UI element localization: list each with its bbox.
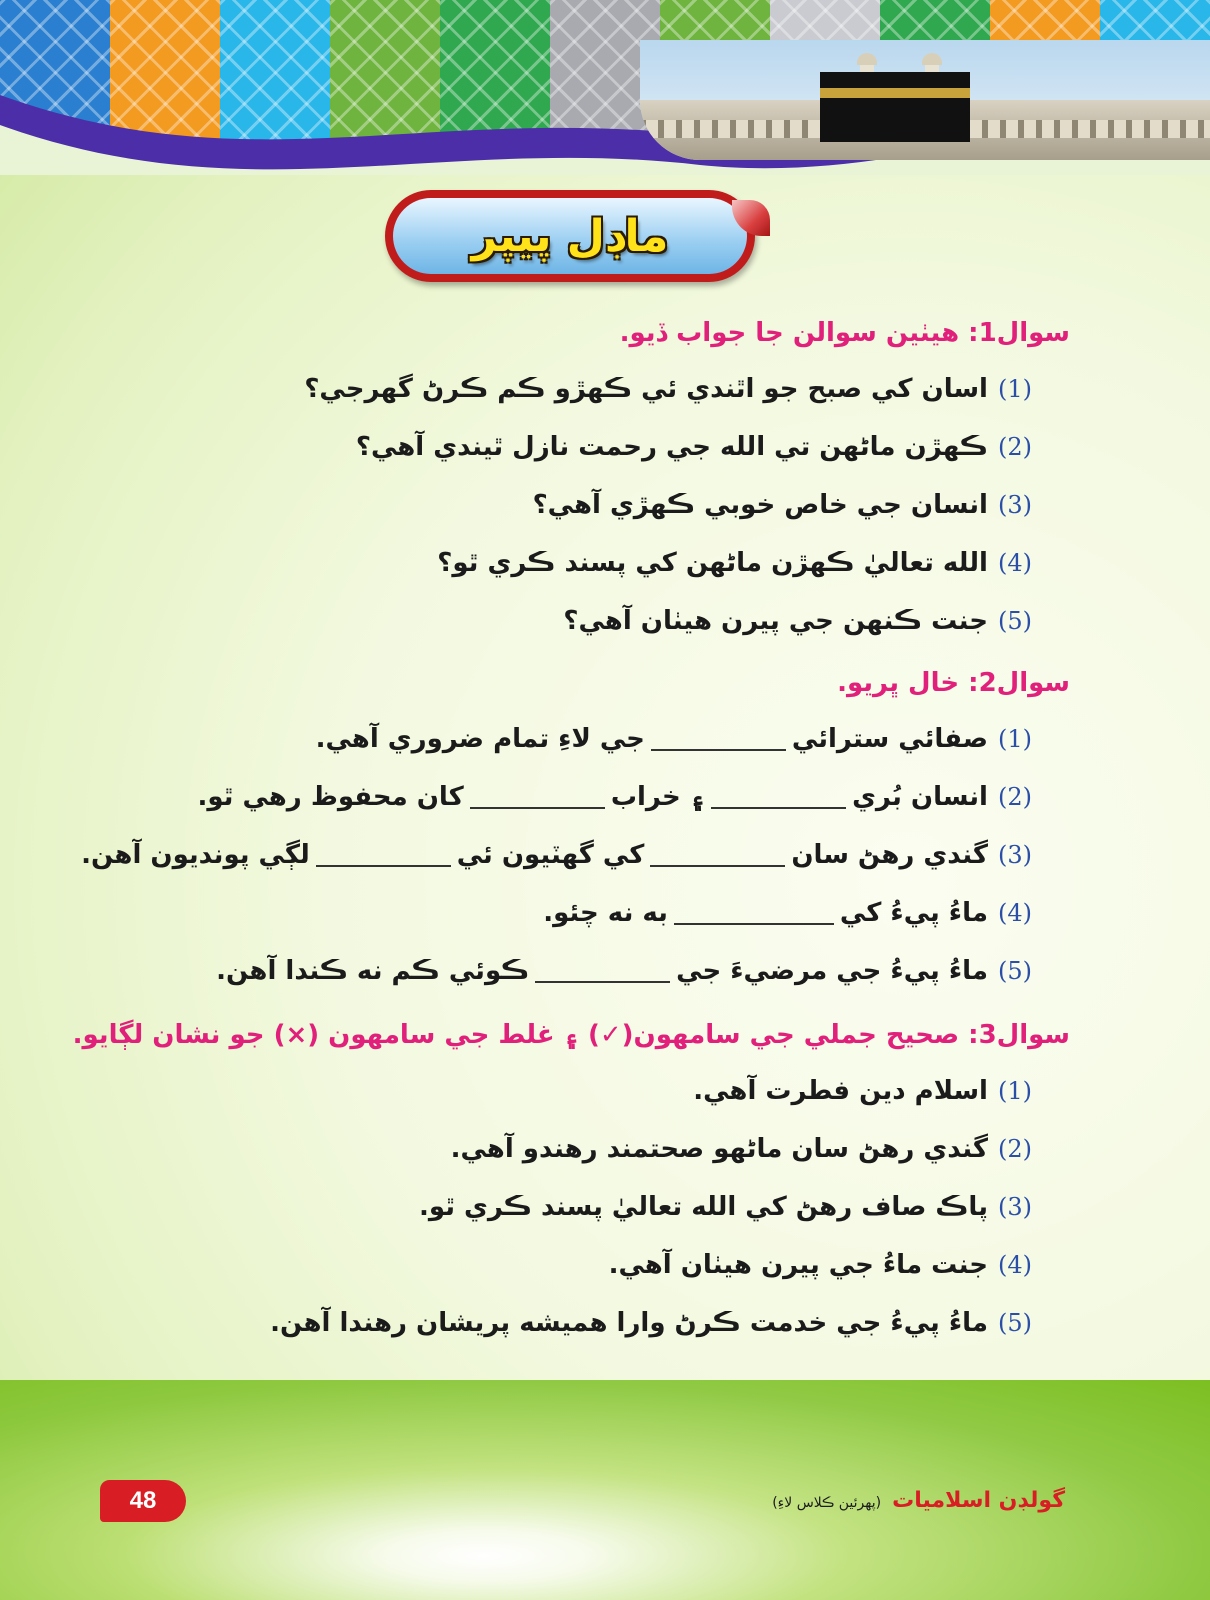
page-title: ماڊل پيپر [471, 210, 669, 262]
section3-item: (4)جنت ماءُ جي پيرن هيٺان آهي. [608, 1250, 1032, 1280]
blank-line[interactable] [535, 961, 670, 983]
section1-heading: سوال1: هيٺين سوالن جا جواب ڏيو. [619, 318, 1070, 348]
section1-item: (3)انسان جي خاص خوبي ڪهڙي آهي؟ [532, 490, 1032, 520]
section2-item: (3)گندي رهڻ سانکي گهٽيون ئيلڳي پونديون آهن. [81, 840, 1032, 870]
blank-line[interactable] [711, 787, 846, 809]
blank-line[interactable] [651, 729, 786, 751]
section2-item: (4)ماءُ پيءُ کيبه نه چئو. [543, 898, 1032, 928]
book-title-main: گولڊن اسلاميات [892, 1488, 1065, 1513]
section3-heading: سوال3: صحيح جملي جي سامهون(✓) ۽ غلط جي سامهون (×) جو نشان لڳايو. [72, 1020, 1070, 1050]
section3-item: (2)گندي رهڻ سان ماڻهو صحتمند رهندو آهي. [450, 1134, 1032, 1164]
book-title [772, 1488, 1065, 1513]
kaaba-icon [820, 72, 970, 142]
section3-item: (3)پاڪ صاف رهڻ کي الله تعاليٰ پسند ڪري ٿو. [419, 1192, 1032, 1222]
blank-line[interactable] [650, 845, 785, 867]
section1-item: (1)اسان کي صبح جو اٿندي ئي ڪهڙو ڪم ڪرڻ گهرجي؟ [304, 374, 1032, 404]
header-banner [0, 0, 1210, 175]
section2-heading: سوال2: خال ڀريو. [837, 668, 1070, 698]
section2-item: (2)انسان بُري۽ خرابکان محفوظ رهي ٿو. [197, 782, 1032, 812]
page-number: 48 [100, 1480, 186, 1522]
section1-item: (5)جنت ڪنهن جي پيرن هيٺان آهي؟ [563, 606, 1032, 636]
section2-item: (5)ماءُ پيءُ جي مرضيءَ جيڪوئي ڪم نه ڪندا آهن. [216, 956, 1032, 986]
blank-line[interactable] [316, 845, 451, 867]
section3-item: (5)ماءُ پيءُ جي خدمت ڪرڻ وارا هميشه پريشان رهندا آهن. [270, 1308, 1032, 1338]
kaaba-photo [640, 40, 1210, 160]
section2-item: (1)صفائي سترائيجي لاءِ تمام ضروري آهي. [315, 724, 1032, 754]
blank-line[interactable] [674, 903, 834, 925]
section3-item: (1)اسلام دين فطرت آهي. [693, 1076, 1032, 1106]
section1-item: (4)الله تعاليٰ ڪهڙن ماڻهن کي پسند ڪري ٿو؟ [437, 548, 1032, 578]
title-badge [385, 190, 770, 282]
book-title-subtitle: (پهرئين ڪلاس لاءِ) [772, 1495, 882, 1511]
blank-line[interactable] [470, 787, 605, 809]
section1-item: (2)ڪهڙن ماڻهن تي الله جي رحمت نازل ٿيندي آهي؟ [355, 432, 1032, 462]
